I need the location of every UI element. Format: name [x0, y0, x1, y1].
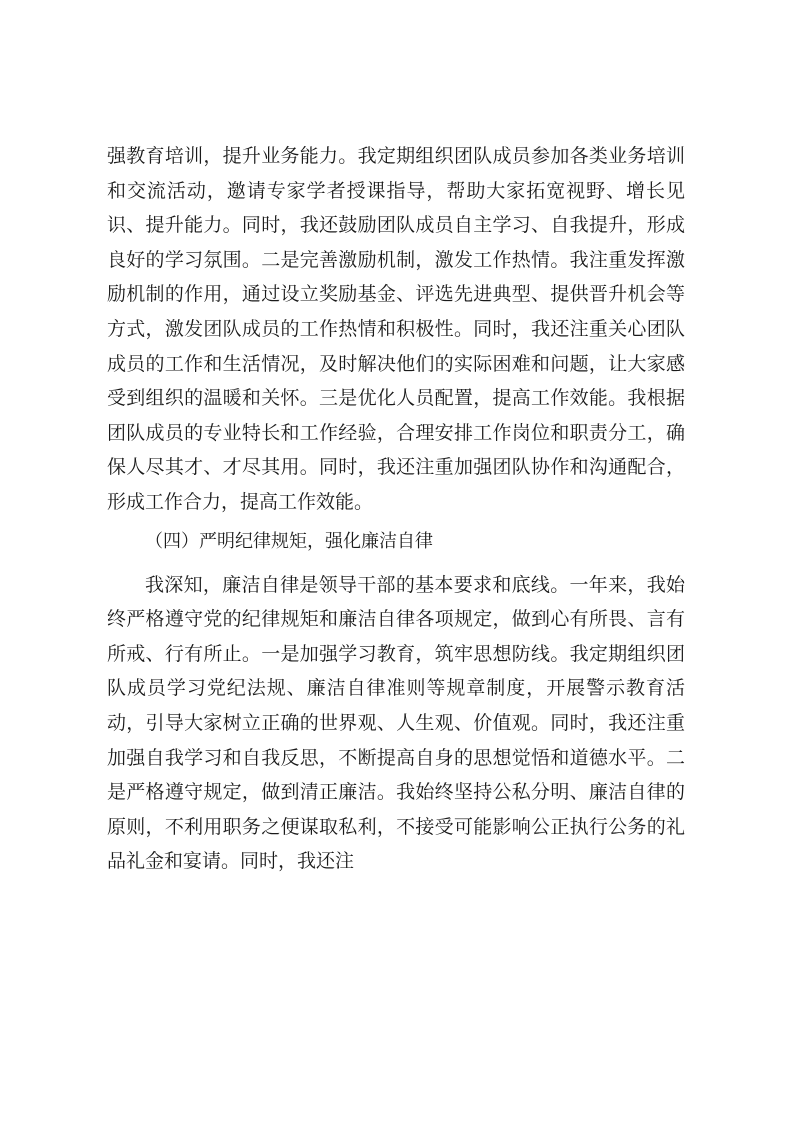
paragraph-continued: 强教育培训，提升业务能力。我定期组织团队成员参加各类业务培训和交流活动，邀请专家学者授课指导，帮助大家拓宽视野、增长见识、提升能力。同时，我还鼓励团队成员自主学习、自我提升，形成良好的学习氛围。二是完善激励机制，激发工作热情。我注重发挥激励机制的作用，通过设立奖励基金、评选先进典型、提供晋升机会等方式，激发团队成员的工作热情和积极性。同时，我还注重关心团队成员的工作和生活情况，及时解决他们的实际困难和问题，让大家感受到组织的温暖和关怀。三是优化人员配置，提高工作效能。我根据团队成员的专业特长和工作经验，合理安排工作岗位和职责分工，确保人尽其才、才尽其用。同时，我还注重加强团队协作和沟通配合，形成工作合力，提高工作效能。: [107, 145, 685, 513]
section-heading: （四）严明纪律规矩，强化廉洁自律: [145, 530, 433, 552]
paragraph-integrity: 我深知，廉洁自律是领导干部的基本要求和底线。一年来，我始终严格遵守党的纪律规矩和廉洁自律各项规定，做到心有所畏、言有所戒、行有所止。一是加强学习教育，筑牢思想防线。我定期组织团队成员学习党纪法规、廉洁自律准则等规章制度，开展警示教育活动，引导大家树立正确的世界观、人生观、价值观。同时，我还注重加强自我学习和自我反思，不断提高自身的思想觉悟和道德水平。二是严格遵守规定，做到清正廉洁。我始终坚持公私分明、廉洁自律的原则，不利用职务之便谋取私利，不接受可能影响公正执行公务的礼品礼金和宴请。同时，我还注: [107, 573, 685, 873]
document-body: [107, 139, 685, 879]
